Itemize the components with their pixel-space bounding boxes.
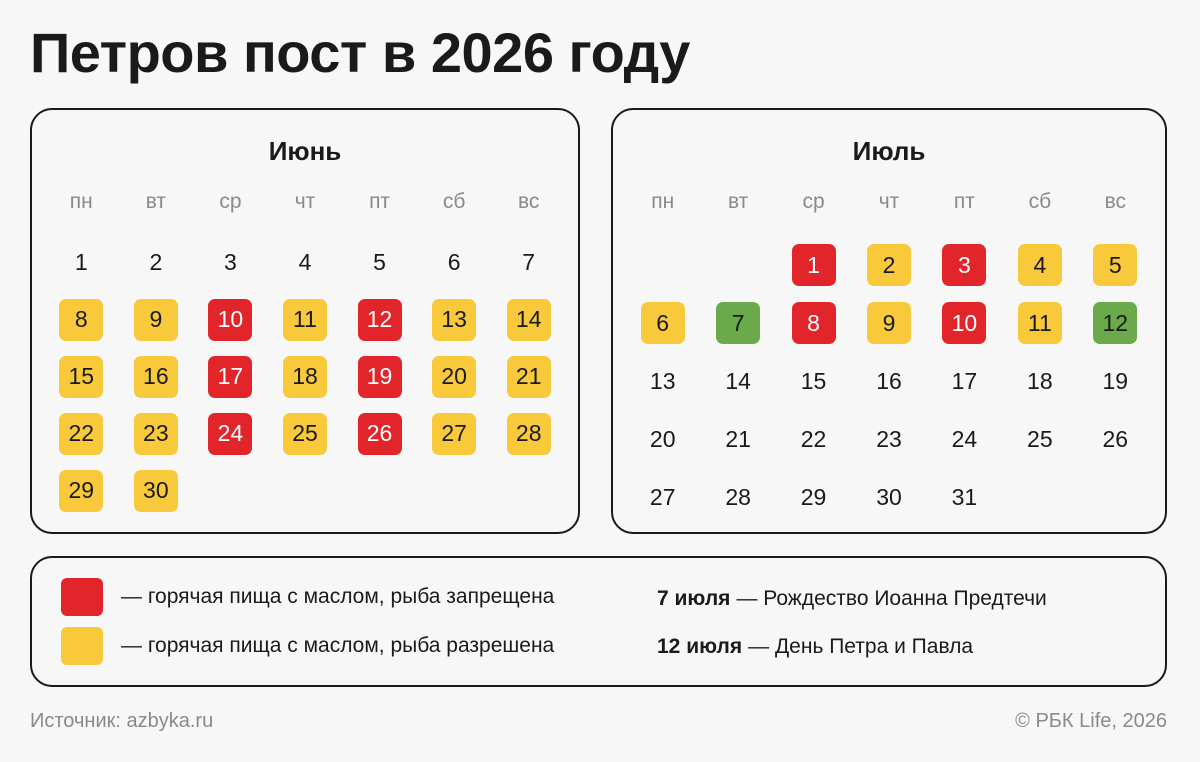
day-cell [44,348,119,405]
day-cell [625,410,700,468]
yellow-swatch [61,627,103,665]
day-cell [1078,410,1153,468]
day-number: 28 [507,413,551,455]
weekday-label: чт [878,190,900,213]
day-cell [44,405,119,462]
day-number: 5 [373,249,386,275]
day-cell [417,405,492,462]
day-cell [1078,294,1153,352]
day-number: 13 [432,299,476,341]
day-number: 2 [149,249,163,275]
day-number: 24 [951,425,978,452]
day-number: 22 [59,413,103,455]
day-number: 17 [208,356,252,398]
day-number: 16 [134,356,178,398]
day-cell [119,348,194,405]
day-number: 6 [641,302,685,344]
day-cell [851,468,926,526]
red-swatch [61,578,103,616]
day-number: 17 [951,367,978,394]
day-cell [1078,236,1153,294]
legend-item-yellow [61,627,554,665]
day-number: 13 [649,367,676,394]
day-cell [342,405,417,462]
day-cell [625,468,700,526]
day-cell [342,348,417,405]
day-cell [491,405,566,462]
day-number: 24 [208,413,252,455]
day-number: 26 [1102,425,1129,452]
day-number: 9 [134,299,178,341]
day-cell [776,468,851,526]
event-date: 12 июля [657,635,743,658]
weekday-header-july [625,188,1153,216]
day-cell [851,352,926,410]
day-number: 21 [725,425,751,452]
weekday-label: ср [219,190,242,213]
day-number: 31 [951,483,978,510]
calendar-june [30,108,580,534]
page-title: Петров пост в 2026 году [30,21,690,84]
day-cell [1002,236,1077,294]
day-number: 8 [792,302,836,344]
day-cell [1002,410,1077,468]
day-cell [193,405,268,462]
weekday-label: сб [1028,190,1052,213]
day-cell [491,291,566,348]
day-cell [491,348,566,405]
day-cell [927,294,1002,352]
day-grid-july [625,236,1153,526]
day-number: 7 [716,302,760,344]
day-number: 30 [876,483,902,510]
weekday-label: ср [802,190,825,213]
day-number: 23 [876,425,902,452]
day-cell [44,291,119,348]
day-cell [268,405,343,462]
day-cell [491,234,566,291]
day-number: 27 [649,483,676,510]
day-cell [625,352,700,410]
month-name-july: Июль [852,136,926,166]
legend-event-2 [657,635,973,659]
day-number: 20 [432,356,476,398]
empty-cell [625,236,700,294]
day-number: 26 [358,413,402,455]
day-cell [119,405,194,462]
weekday-label: вс [1104,190,1126,213]
day-number: 15 [800,367,827,394]
weekday-label: сб [442,190,466,213]
day-cell [927,352,1002,410]
day-number: 18 [1027,367,1053,394]
event-text: — Рождество Иоанна Предтечи [736,587,1047,610]
day-number: 12 [358,299,402,341]
day-cell [776,410,851,468]
day-number: 7 [522,249,536,275]
month-name-june: Июнь [268,136,342,166]
calendar-july [611,108,1167,534]
day-cell [119,462,194,519]
weekday-label: вт [145,190,167,213]
day-cell [268,348,343,405]
day-number: 1 [74,249,88,275]
day-number: 30 [134,470,178,512]
day-number: 21 [507,356,551,398]
day-number: 11 [1018,302,1062,344]
weekday-label: пт [953,190,975,213]
day-cell [851,294,926,352]
day-number: 23 [134,413,178,455]
day-cell [1078,352,1153,410]
day-cell [193,234,268,291]
day-cell [417,348,492,405]
day-cell [776,236,851,294]
day-cell [625,294,700,352]
day-cell [1002,352,1077,410]
day-cell [417,291,492,348]
day-cell [851,236,926,294]
day-number: 3 [942,244,986,286]
day-number: 20 [649,425,676,452]
day-cell [927,236,1002,294]
day-cell [44,462,119,519]
day-cell [342,291,417,348]
weekday-label: вс [517,190,540,213]
legend-text-yellow: — горячая пища с маслом, рыба разрешена [121,634,555,657]
legend-event-1 [657,587,1047,611]
day-number: 25 [283,413,327,455]
day-number: 27 [432,413,476,455]
day-cell [193,291,268,348]
day-number: 19 [358,356,402,398]
legend-item-red [61,578,554,616]
day-cell [851,410,926,468]
day-number: 22 [800,425,827,452]
day-number: 3 [224,249,237,275]
day-number: 15 [59,356,103,398]
day-number: 4 [1018,244,1062,286]
day-number: 8 [59,299,103,341]
day-cell [268,234,343,291]
legend-panel [30,556,1167,687]
day-cell [44,234,119,291]
day-cell [927,410,1002,468]
day-number: 28 [725,483,751,510]
weekday-label: вт [727,190,749,213]
day-cell [700,294,775,352]
day-cell [268,291,343,348]
day-number: 9 [867,302,911,344]
weekday-label: чт [294,190,316,213]
day-number: 16 [876,367,902,394]
day-cell [700,352,775,410]
day-number: 19 [1102,367,1129,394]
day-cell [700,410,775,468]
day-cell [342,234,417,291]
weekday-label: пн [69,190,93,213]
day-number: 5 [1093,244,1137,286]
weekday-label: пт [369,190,391,213]
day-number: 10 [942,302,986,344]
weekday-header-june [44,188,566,216]
copyright-note: © РБК Life, 2026 [1015,710,1167,732]
day-number: 12 [1093,302,1137,344]
empty-cell [700,236,775,294]
day-number: 6 [447,249,461,275]
event-text: — День Петра и Павла [748,635,974,658]
day-number: 14 [507,299,551,341]
day-cell [1002,294,1077,352]
day-number: 18 [283,356,327,398]
day-number: 11 [283,299,327,341]
day-number: 29 [800,483,827,510]
day-cell [776,294,851,352]
day-cell [193,348,268,405]
day-cell [119,291,194,348]
day-grid-june [44,234,566,519]
day-cell [417,234,492,291]
day-number: 2 [867,244,911,286]
day-number: 4 [298,249,312,275]
day-cell [700,468,775,526]
day-cell [927,468,1002,526]
day-cell [119,234,194,291]
day-number: 14 [725,367,751,394]
source-note: Источник: azbyka.ru [30,710,214,732]
day-cell [776,352,851,410]
legend-text-red: — горячая пища с маслом, рыба запрещена [121,585,555,608]
day-number: 10 [208,299,252,341]
day-number: 29 [59,470,103,512]
day-number: 25 [1027,425,1053,452]
day-number: 1 [792,244,836,286]
event-date: 7 июля [657,587,731,610]
weekday-label: пн [651,190,675,213]
